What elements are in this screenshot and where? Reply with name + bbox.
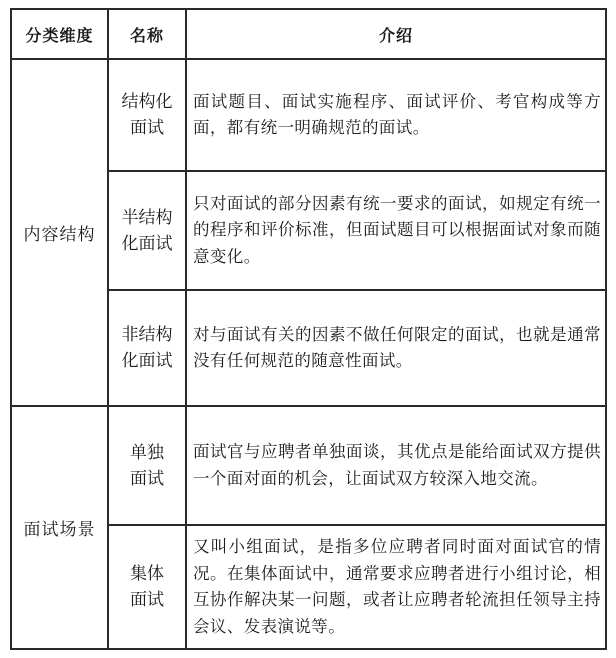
intro-unstructured xyxy=(193,291,601,405)
name-line: 化面试 xyxy=(121,233,173,254)
name-line: 化面试 xyxy=(121,351,173,371)
table-border-bottom xyxy=(10,648,607,650)
intro-text: 面试官与应聘者单独面谈，其优点是能给面试双方提供一个面对面的机会，让面试双方较深入地交流。 xyxy=(193,442,601,488)
intro-text: 对与面试有关的因素不做任何限定的面试，也就是通常没有任何规范的随意性面试。 xyxy=(193,324,601,370)
name-line: 半结构 xyxy=(121,207,173,228)
dimension-interview-scene: 面试场景 xyxy=(23,520,96,540)
column-divider-2 xyxy=(185,8,187,650)
table-border-right xyxy=(605,8,607,650)
intro-structured xyxy=(193,60,601,170)
name-group xyxy=(109,526,185,648)
name-line: 单独 xyxy=(130,442,164,463)
header-intro: 介绍 xyxy=(378,25,413,45)
intro-group xyxy=(193,526,601,648)
name-individual xyxy=(109,407,185,524)
intro-text: 只对面试的部分因素有统一要求的面试，如规定有统一的程序和评价标准，但面试题目可以根据面试对象而随意变化。 xyxy=(193,193,601,266)
classification-table xyxy=(10,8,607,650)
intro-semi-structured xyxy=(193,172,601,289)
intro-text: 又叫小组面试，是指多位应聘者同时面对面试官的情况。在集体面试中，通常要求应聘者进行小组讨论，相互协作解决某一问题，或者让应聘者轮流担任领导主持会议、发表演说等。 xyxy=(193,537,601,636)
dimension-content-structure: 内容结构 xyxy=(23,225,96,245)
name-structured xyxy=(109,60,185,170)
name-line: 集体 xyxy=(130,564,164,584)
name-line: 结构化 xyxy=(121,92,173,112)
name-line: 面试 xyxy=(130,468,164,489)
header-name: 名称 xyxy=(129,25,164,45)
name-semi-structured xyxy=(109,172,185,289)
intro-individual xyxy=(193,407,601,524)
name-line: 面试 xyxy=(130,118,164,138)
intro-text: 面试题目、面试实施程序、面试评价、考官构成等方面，都有统一明确规范的面试。 xyxy=(193,91,601,137)
name-unstructured xyxy=(109,291,185,405)
name-line: 面试 xyxy=(130,590,164,610)
name-line: 非结构 xyxy=(121,325,173,345)
header-dimension: 分类维度 xyxy=(25,25,94,45)
